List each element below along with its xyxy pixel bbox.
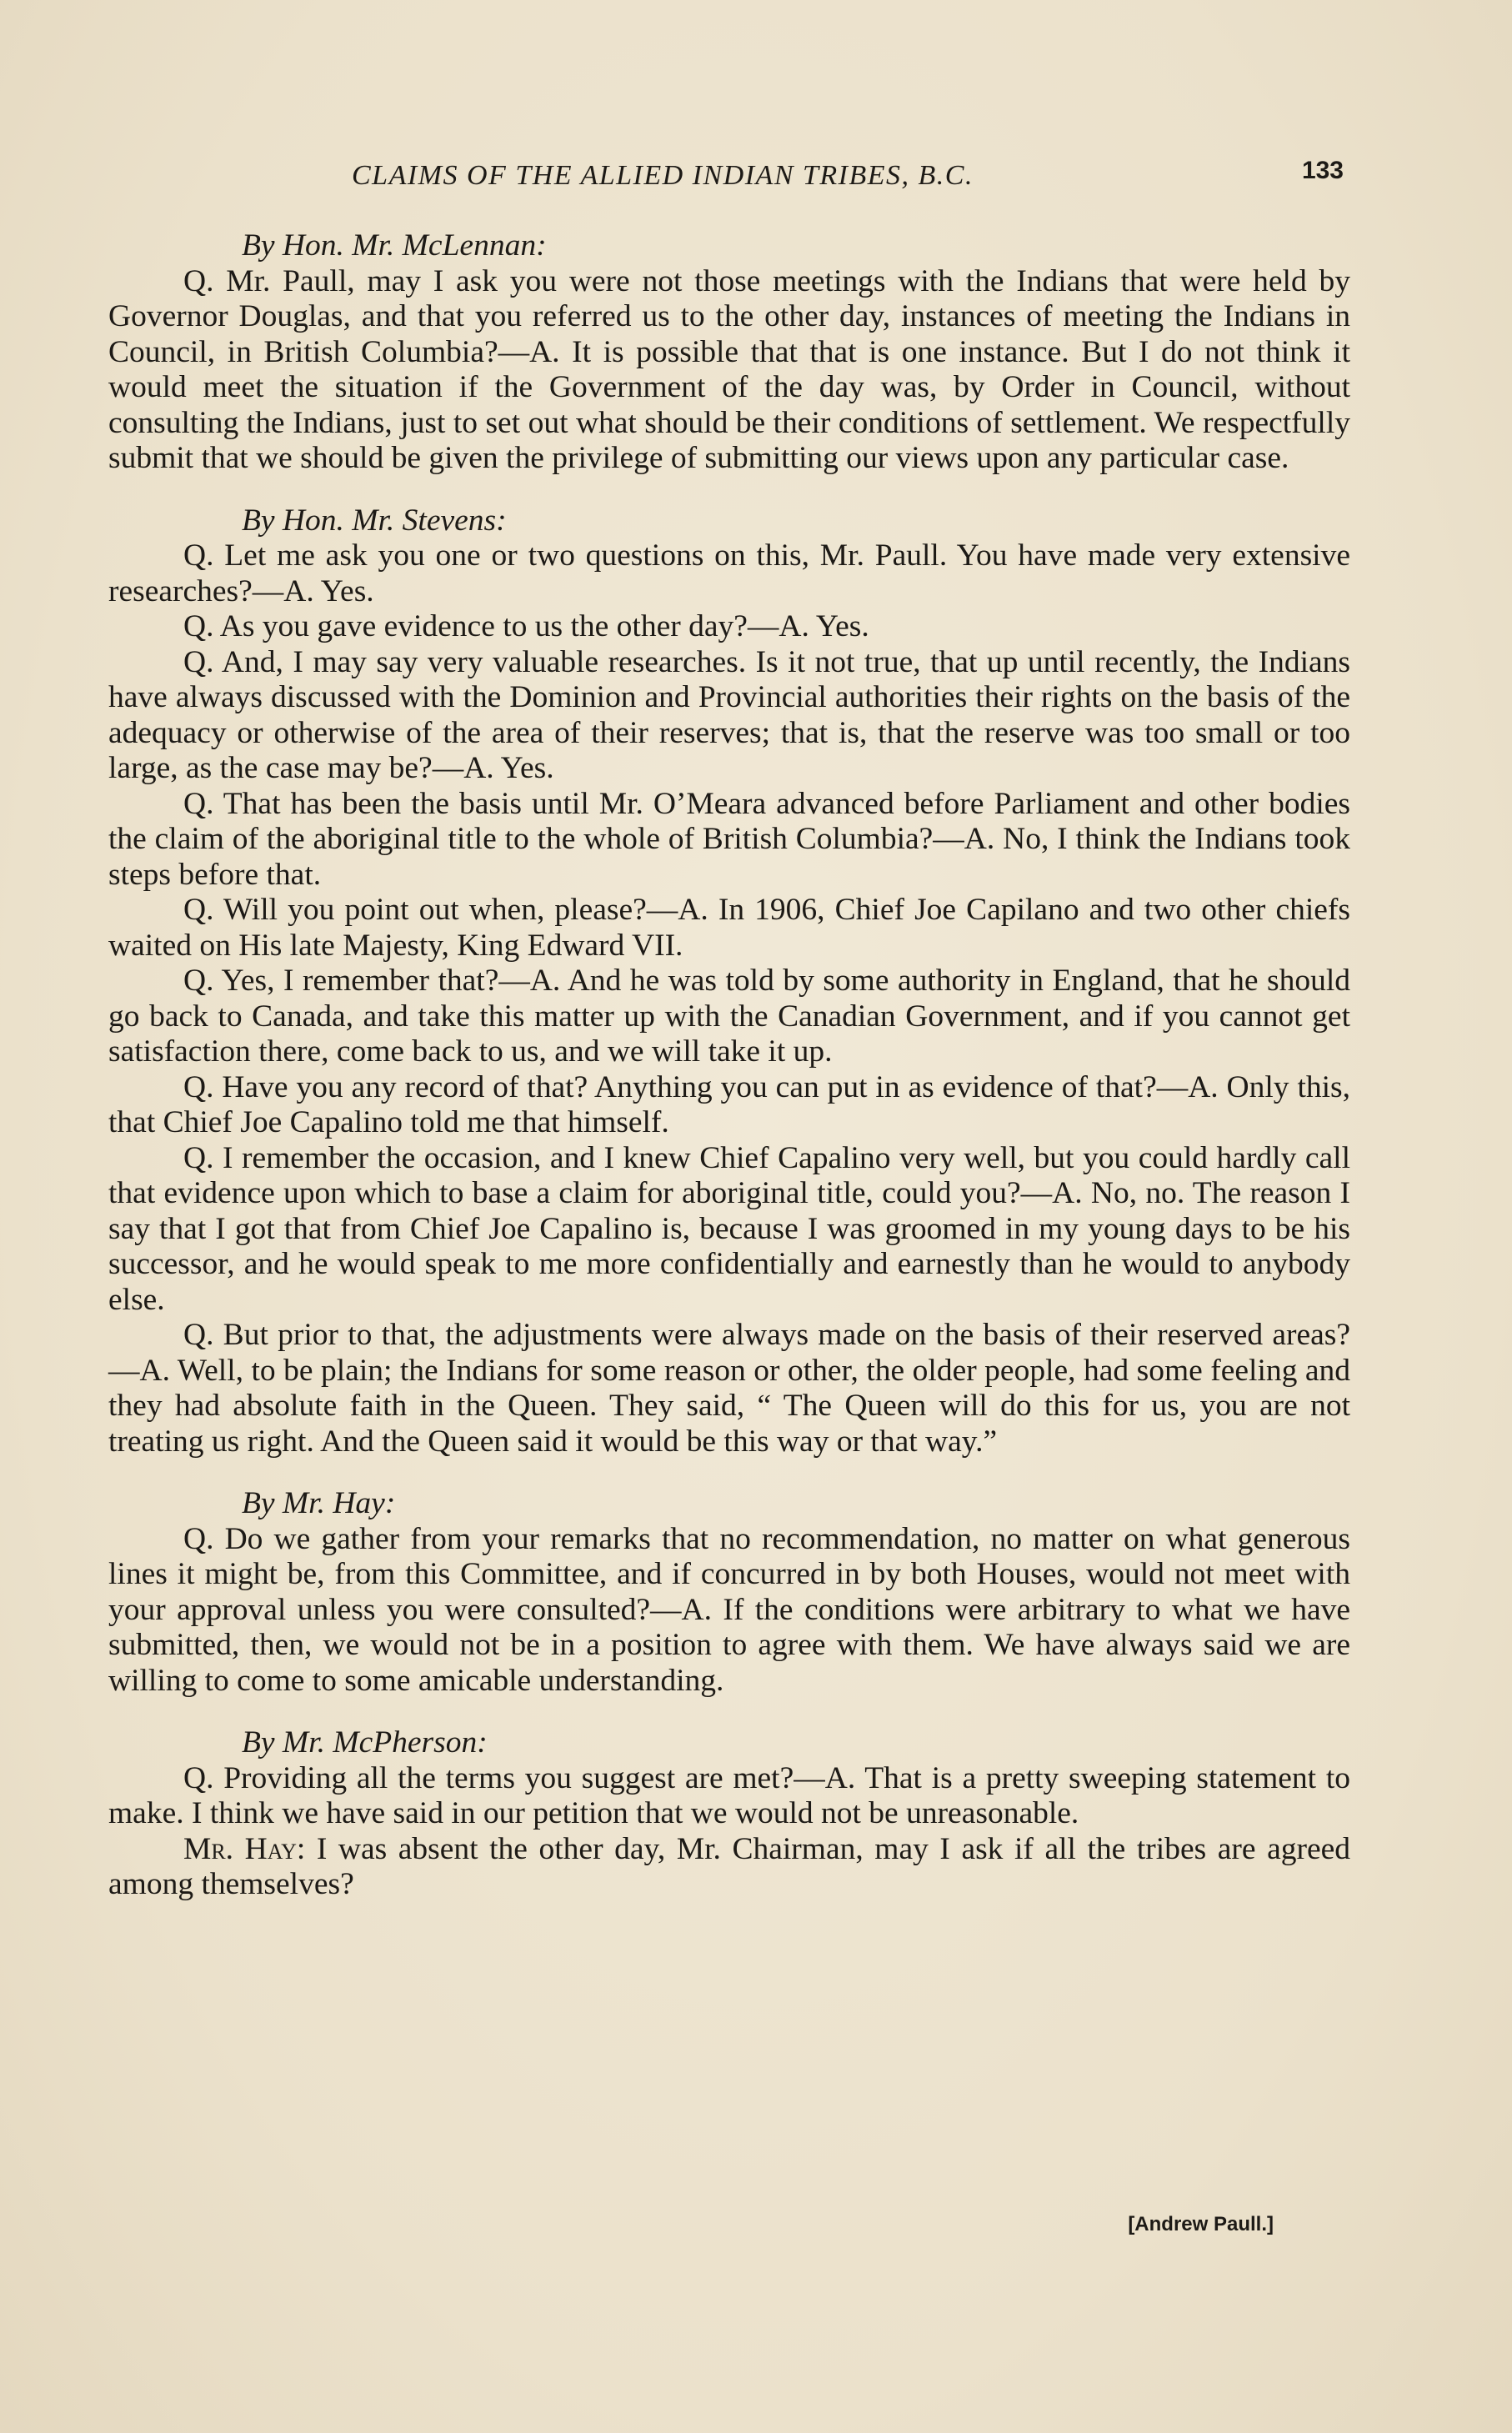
question-answer-paragraph: Q. Do we gather from your remarks that no recommendation, no matter on what generous lines it might be, from this Committee, and if concurred in by both Houses, would not meet with your approval unless you were consulted?—A. If the conditions were arbitrary to what we have submitted, then, we would not be in a position to agree with them. We have always said we are willing to come to some amicable understanding. — [108, 1521, 1350, 1698]
question-answer-paragraph: Q. And, I may say very valuable researches. Is it not true, that up until recently, the Indians have always discussed with the Dominion and Provincial authorities their rights on the basis of the adequacy or otherwise of the area of their reserves; that is, that the reserve was too small or too large, as the case may be?—A. Yes. — [108, 644, 1350, 785]
closing-speaker-colon: : — [296, 1831, 306, 1866]
closing-speaker-name: Mr. Hay — [183, 1831, 297, 1866]
closing-paragraph — [108, 1832, 1350, 1903]
question-answer-paragraph: Q. Will you point out when, please?—A. In 1906, Chief Joe Capilano and two other chiefs waited on His late Majesty, King Edward VII. — [108, 893, 1350, 963]
question-answer-paragraph: Q. Mr. Paull, may I ask you were not those meetings with the Indians that were held by Governor Douglas, and that you referred us to the other day, instances of meeting the Indians in Council, in British Columbia?—A. It is possible that that is one instance. But I do not think it would meet the situation if the Government of the day was, by Order in Council, without consulting the Indians, just to set out what should be their conditions of settlement. We respectfully submit that we should be given the privilege of submitting our views upon any particular case. — [108, 263, 1350, 475]
question-answer-paragraph: Q. That has been the basis until Mr. O’Meara advanced before Parliament and other bodies the claim of the aboriginal title to the whole of British Columbia?—A. No, I think the Indians took steps before that. — [108, 786, 1350, 892]
question-answer-paragraph: Q. Yes, I remember that?—A. And he was told by some authority in England, that he should go back to Canada, and take this matter up with the Canadian Government, and if you cannot get satisfaction there, come back to us, and we will take it up. — [108, 964, 1350, 1069]
page-header — [108, 157, 1375, 202]
speaker-heading: By Mr. McPherson: — [242, 1725, 488, 1760]
running-title: CLAIMS OF THE ALLIED INDIAN TRIBES, B.C. — [352, 160, 974, 191]
page-number: 133 — [1301, 157, 1344, 184]
closing-text: I was absent the other day, Mr. Chairman, may I ask if all the tribes are agreed among themselves? — [108, 1831, 1350, 1901]
question-answer-paragraph: Q. But prior to that, the adjustments were always made on the basis of their reserved areas?—A. Well, to be plain; the Indians for some reason or other, the older people, had some feeling and they had absolute faith in the Queen. They said, “ The Queen will do this for us, you are not treating us right. And the Queen said it would be this way or that way.” — [108, 1318, 1350, 1459]
question-answer-paragraph: Q. Let me ask you one or two questions on this, Mr. Paull. You have made very extensive researches?—A. Yes. — [108, 538, 1350, 608]
speaker-heading: By Hon. Mr. McLennan: — [242, 228, 547, 263]
question-answer-paragraph: Q. As you gave evidence to us the other day?—A. Yes. — [183, 609, 869, 643]
question-answer-paragraph: Q. Providing all the terms you suggest are met?—A. That is a pretty sweeping statement to make. I think we have said in our petition that we would not be unreasonable. — [108, 1760, 1350, 1830]
speaker-heading: By Mr. Hay: — [242, 1486, 396, 1520]
witness-signature: [Andrew Paull.] — [1128, 2213, 1274, 2235]
speaker-heading: By Hon. Mr. Stevens: — [242, 503, 507, 538]
question-answer-paragraph: Q. I remember the occasion, and I knew Chief Capalino very well, but you could hardly call that evidence upon which to base a claim for aboriginal title, could you?—A. No, no. The reason I say that I got that from Chief Joe Capalino is, because I was groomed in my young days to be his successor, and he would speak to me more confidentially and earnestly than he would to anybody else. — [108, 1140, 1350, 1317]
page-body — [108, 228, 1350, 1903]
question-answer-paragraph: Q. Have you any record of that? Anything you can put in as evidence of that?—A. Only this, that Chief Joe Capalino told me that himself. — [108, 1069, 1350, 1139]
